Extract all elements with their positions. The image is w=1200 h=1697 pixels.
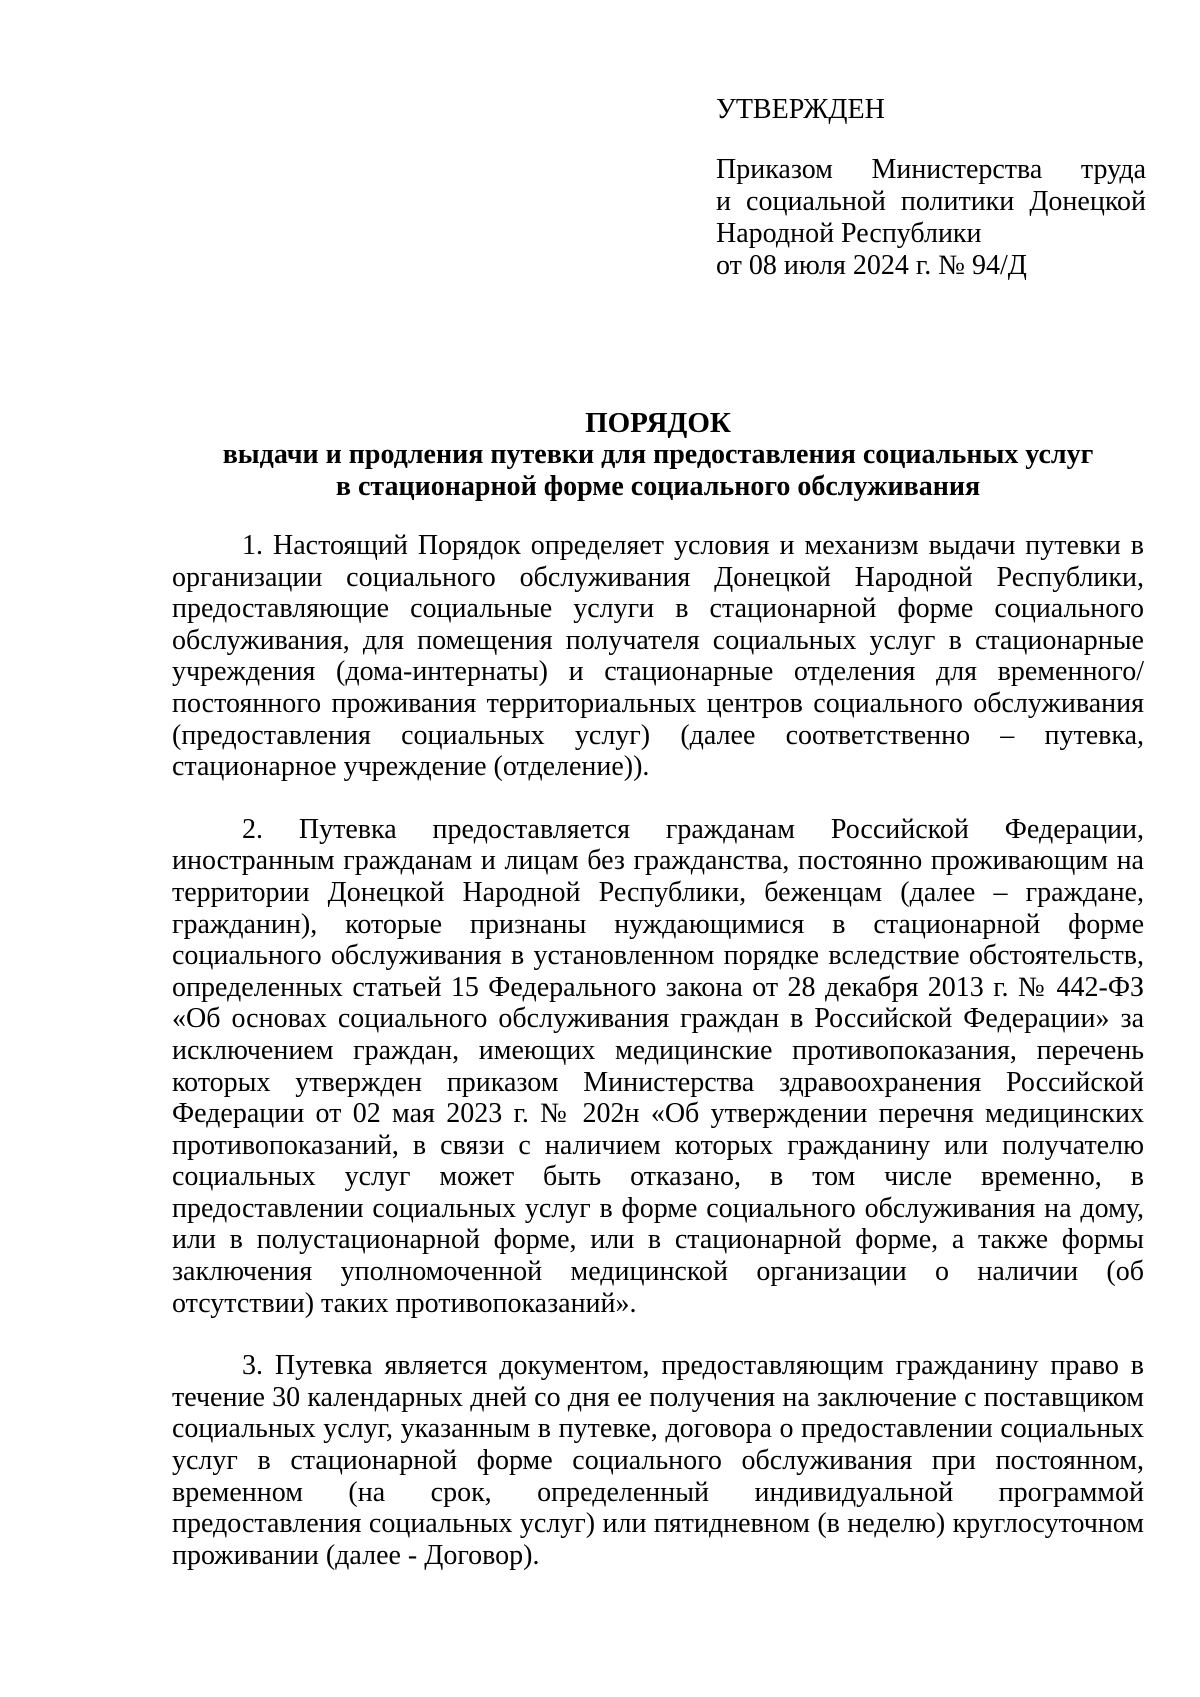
paragraph-2: 2. Путевка предоставляется гражданам Российской Федерации, иностранным гражданам и лицам без гражданства, постоянно проживающим на территории Донецкой Народной Республики, беженцам (далее – граждане, гражданин), которые признаны нуждающимися в стационарной форме социального обслуживания в установленном порядке вследствие обстоятельств, определенных статьей 15 Федерального закона от 28 декабря 2013 г. № 442-ФЗ «Об основах социального обслуживания граждан в Российской Федерации» за исключением граждан, имеющих медицинские противопоказания, перечень которых утвержден приказом Министерства здравоохранения Российской Федерации от 02 мая 2023 г. № 202н «Об утверждении перечня медицинских противопоказаний, в связи с наличием которых гражданину или получателю социальных услуг может быть отказано, в том числе временно, в предоставлении социальных услуг в форме социального обслуживания на дому, или в полустационарной форме, или в стационарной форме, а также формы заключения уполномоченной медицинской организации о наличии (об отсутствии) таких противопоказаний».	[172, 813, 1144, 1319]
paragraph-1: 1. Настоящий Порядок определяет условия и механизм выдачи путевки в организации социального обслуживания Донецкой Народной Республики, предоставляющие социальные услуги в стационарной форме социального обслуживания, для помещения получателя социальных услуг в стационарные учреждения (дома-интернаты) и стационарные отделения для временного/постоянного проживания территориальных центров социального обслуживания (предоставления социальных услуг) (далее соответственно – путевка, стационарное учреждение (отделение)).	[172, 530, 1144, 783]
approval-stamp-block	[716, 94, 1146, 282]
document-body	[172, 530, 1144, 1602]
paragraph-3: 3. Путевка является документом, предоставляющим гражданину право в течение 30 календарных дней со дня ее получения на заключение с поставщиком социальных услуг, указанным в путевке, договора о предоставлении социальных услуг в стационарной форме социального обслуживания при постоянном, временном (на срок, определенный индивидуальной программой предоставления социальных услуг) или пятидневном (в неделю) круглосуточном проживании (далее - Договор).	[172, 1350, 1144, 1571]
document-heading	[172, 407, 1144, 503]
approval-ministry-line: и социальной политики Донецкой	[716, 186, 1146, 217]
document-subtitle-line-1: выдачи и продления путевки для предоставления социальных услуг	[222, 439, 1094, 470]
approved-title: УТВЕРЖДЕН	[716, 94, 885, 125]
approval-date-line: от 08 июля 2024 г. № 94/Д	[716, 250, 1027, 281]
document-title: ПОРЯДОК	[585, 407, 731, 439]
approval-republic-line: Народной Республики	[716, 218, 982, 249]
approval-order-line: Приказом Министерства труда	[716, 154, 1146, 185]
document-subtitle-line-2: в стационарной форме социального обслуживания	[335, 471, 981, 502]
